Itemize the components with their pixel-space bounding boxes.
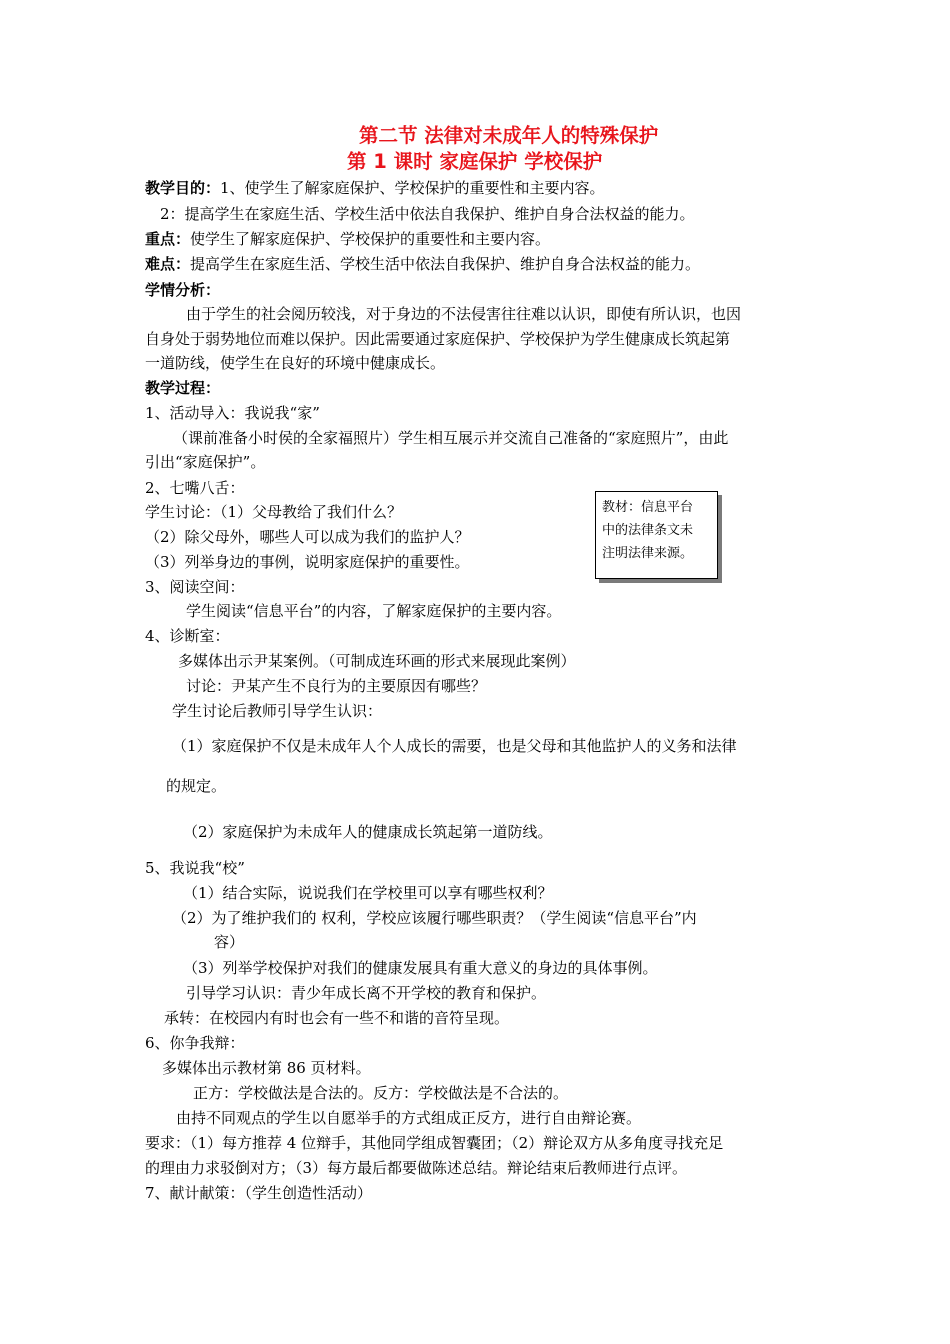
goal-line-2: 2：提高学生在家庭生活、学校生活中依法自我保护、维护自身合法权益的能力。 xyxy=(160,205,695,223)
step-4-line-5: 的规定。 xyxy=(166,777,227,795)
key-text: 使学生了解家庭保护、学校保护的重要性和主要内容。 xyxy=(190,230,551,248)
difficulty-text: 提高学生在家庭生活、学校生活中依法自我保护、维护自身合法权益的能力。 xyxy=(190,255,701,273)
key-point xyxy=(145,229,550,249)
goal-label: 教学目的： xyxy=(145,179,221,197)
analysis-heading: 学情分析： xyxy=(145,281,221,299)
step-3-heading: 3、阅读空间： xyxy=(145,578,245,596)
step-2-line-3: （3）列举身边的事例，说明家庭保护的重要性。 xyxy=(145,553,470,571)
step-5-line-4: （3）列举学校保护对我们的健康发展具有重大意义的身边的具体事例。 xyxy=(183,959,658,977)
step-1-line-1: （课前准备小时侯的全家福照片）学生相互展示并交流自己准备的“家庭照片”，由此 xyxy=(173,429,729,447)
step-6-line-4: 要求：（1）每方推荐 4 位辩手，其他同学组成智囊团；（2）辩论双方从多角度寻找充足 xyxy=(145,1134,724,1152)
step-4-heading: 4、诊断室： xyxy=(145,627,230,645)
step-6-line-1: 多媒体出示教材第 86 页材料。 xyxy=(162,1059,371,1077)
note-line-3: 注明法律来源。 xyxy=(602,546,694,561)
analysis-line-1: 由于学生的社会阅历较浅，对于身边的不法侵害往往难以认识，即使有所认识，也因 xyxy=(186,305,742,323)
step-4-line-1: 多媒体出示尹某案例。（可制成连环画的形式来展现此案例） xyxy=(178,652,576,670)
step-7-heading: 7、献计献策：（学生创造性活动） xyxy=(145,1184,373,1202)
step-4-line-2: 讨论：尹某产生不良行为的主要原因有哪些？ xyxy=(186,677,487,695)
step-1-line-2: 引出“家庭保护”。 xyxy=(145,453,266,471)
lesson-section-title: 第二节 法律对未成年人的特殊保护 xyxy=(359,124,659,147)
difficulty xyxy=(145,254,700,274)
step-2-line-2: （2）除父母外，哪些人可以成为我们的监护人？ xyxy=(145,528,470,546)
step-5-line-5: 引导学习认识：青少年成长离不开学校的教育和保护。 xyxy=(186,984,547,1002)
step-6-line-3: 由持不同观点的学生以自愿举手的方式组成正反方，进行自由辩论赛。 xyxy=(176,1109,642,1127)
key-label: 重点： xyxy=(145,230,191,248)
analysis-line-2: 自身处于弱势地位而难以保护。因此需要通过家庭保护、学校保护为学生健康成长筑起第 xyxy=(145,330,731,348)
note-line-2: 中的法律条文未 xyxy=(602,523,694,538)
step-2-heading: 2、七嘴八舌： xyxy=(145,479,245,497)
step-5-heading: 5、我说我“校” xyxy=(145,859,245,877)
step-6-heading: 6、你争我辩： xyxy=(145,1034,245,1052)
step-1-heading: 1、活动导入：我说我“家” xyxy=(145,404,320,422)
step-4-line-6: （2）家庭保护为未成年人的健康成长筑起第一道防线。 xyxy=(183,823,553,841)
step-5-line-3: 容） xyxy=(214,933,245,951)
step-6-line-2: 正方：学校做法是合法的。反方：学校做法是不合法的。 xyxy=(193,1084,569,1102)
step-2-line-1: 学生讨论：（1）父母教给了我们什么？ xyxy=(145,503,403,521)
step-4-line-4: （1）家庭保护不仅是未成年人个人成长的需要，也是父母和其他监护人的义务和法律 xyxy=(172,737,737,755)
teacher-note-box xyxy=(595,491,718,579)
step-6-line-5: 的理由力求驳倒对方；（3）每方最后都要做陈述总结。辩论结束后教师进行点评。 xyxy=(145,1159,688,1177)
note-line-1: 教材：信息平台 xyxy=(602,500,694,515)
process-heading: 教学过程： xyxy=(145,379,221,397)
goal-line-1 xyxy=(145,178,605,198)
lesson-period-title: 第 1 课时 家庭保护 学校保护 xyxy=(347,150,603,173)
analysis-line-3: 一道防线，使学生在良好的环境中健康成长。 xyxy=(145,354,446,372)
difficulty-label: 难点： xyxy=(145,255,191,273)
step-5-line-6: 承转：在校园内有时也会有一些不和谐的音符呈现。 xyxy=(164,1009,510,1027)
goal-text-1: 1、使学生了解家庭保护、学校保护的重要性和主要内容。 xyxy=(220,179,605,197)
step-4-line-3: 学生讨论后教师引导学生认识： xyxy=(172,702,383,720)
step-3-line-1: 学生阅读“信息平台”的内容，了解家庭保护的主要内容。 xyxy=(186,602,562,620)
step-5-line-1: （1）结合实际，说说我们在学校里可以享有哪些权利？ xyxy=(183,884,553,902)
step-5-line-2: （2）为了维护我们的 权利，学校应该履行哪些职责？（学生阅读“信息平台”内 xyxy=(172,909,697,927)
